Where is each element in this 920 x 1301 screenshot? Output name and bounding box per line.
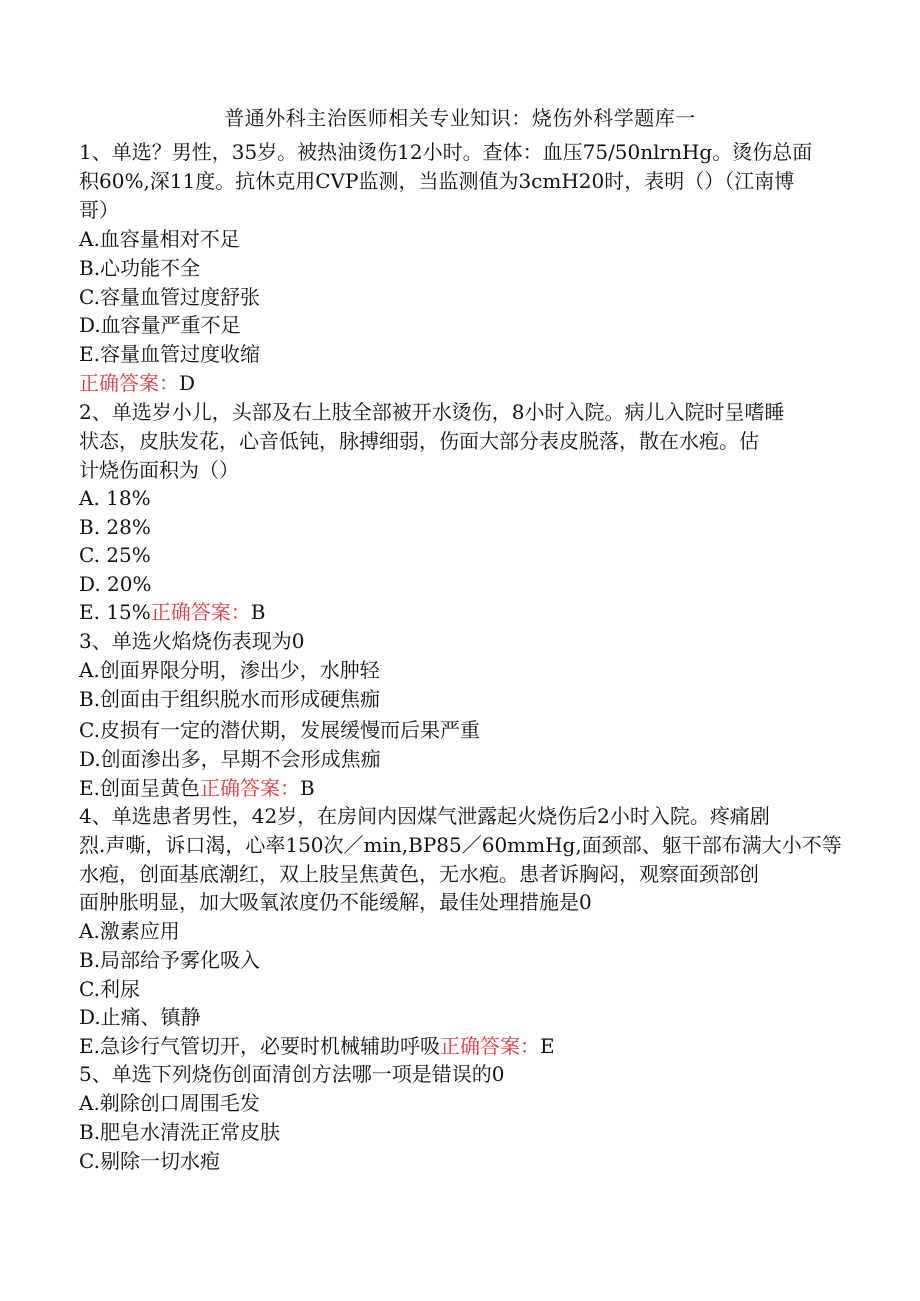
answer-label: 正确答案：	[199, 776, 300, 800]
text-line	[79, 456, 239, 484]
line-text: B.肥皂水清洗正常皮肤	[79, 1120, 281, 1144]
answer-value: B	[250, 600, 266, 624]
option-line	[79, 1032, 555, 1060]
option-line	[79, 283, 260, 311]
line-text: A.血容量相对不足	[79, 227, 240, 251]
option-line	[79, 716, 480, 744]
line-text: 4、单选患者男性，42岁，在房间内因煤气泄露起火烧伤后2小时入院。疼痛剧	[79, 804, 770, 828]
option-line	[79, 541, 151, 569]
line-text: 面肿胀明显，加大吸氧浓度仍不能缓解，最佳处理措施是0	[79, 890, 592, 914]
answer-value: B	[299, 776, 315, 800]
text-line	[79, 167, 794, 195]
option-line	[79, 1118, 280, 1146]
option-line	[79, 1003, 201, 1031]
text-line	[79, 398, 784, 426]
line-text: C.容量血管过度舒张	[79, 285, 260, 309]
line-text: 5、单选下列烧伤创面清创方法哪一项是错误的0	[79, 1062, 505, 1086]
text-line	[79, 196, 119, 224]
text-line	[79, 860, 759, 888]
option-line	[79, 917, 180, 945]
line-text: E.容量血管过度收缩	[79, 342, 260, 366]
option-line	[79, 570, 152, 598]
option-line	[79, 340, 260, 368]
line-text: C.剔除一切水疱	[79, 1149, 220, 1173]
option-line	[79, 975, 140, 1003]
line-text: C.利尿	[79, 977, 140, 1001]
text-line	[79, 831, 842, 859]
line-text: A.创面界限分明，渗出少，水肿轻	[79, 658, 380, 682]
option-line	[79, 1089, 260, 1117]
option-line	[79, 311, 241, 339]
line-text: 1、单选？男性，35岁。被热油烫伤12小时。查体：血压75/50nlrnHg。烫伤总面	[79, 140, 813, 164]
option-line	[79, 484, 151, 512]
line-text: 水疱，创面基底潮红，双上肢呈焦黄色，无水疱。患者诉胸闷，观察面颈部创	[79, 862, 759, 886]
line-text: A. 18%	[79, 486, 151, 510]
option-line	[79, 774, 315, 802]
line-text: B. 28%	[79, 515, 151, 539]
option-line	[79, 254, 200, 282]
line-text: C.皮损有一定的潜伏期，发展缓慢而后果严重	[79, 718, 480, 742]
line-text: A.剃除创口周围毛发	[79, 1091, 260, 1115]
option-line	[79, 225, 240, 253]
option-line	[79, 745, 381, 773]
answer-value: D	[179, 371, 196, 395]
page-title: 普通外科主治医师相关专业知识：烧伤外科学题库一	[224, 106, 696, 130]
option-line	[79, 656, 380, 684]
line-text: 状态，皮肤发花，心音低钝，脉搏细弱，伤面大部分表皮脱落，散在水疱。估	[79, 429, 759, 453]
line-text: A.激素应用	[79, 919, 180, 943]
line-text: C. 25%	[79, 543, 151, 567]
line-text: B.心功能不全	[79, 256, 201, 280]
line-text: 计烧伤面积为（）	[79, 458, 239, 482]
text-line	[79, 802, 770, 830]
option-line	[79, 1147, 220, 1175]
answer-line	[79, 369, 195, 397]
answer-label: 正确答案：	[79, 371, 179, 395]
text-line	[79, 1060, 504, 1088]
line-text: 3、单选火焰烧伤表现为0	[79, 629, 305, 653]
line-text: D. 20%	[79, 572, 152, 596]
line-text: E.创面呈黄色	[79, 776, 200, 800]
line-text: D.创面渗出多，早期不会形成焦痂	[79, 747, 381, 771]
line-text: D.血容量严重不足	[79, 313, 241, 337]
answer-label: 正确答案：	[439, 1034, 540, 1058]
text-line	[79, 138, 812, 166]
option-line	[79, 513, 151, 541]
answer-label: 正确答案：	[150, 600, 251, 624]
line-text: E. 15%	[79, 600, 151, 624]
line-text: B.局部给予雾化吸入	[79, 948, 261, 972]
answer-value: E	[539, 1034, 555, 1058]
option-line	[79, 946, 260, 974]
text-line	[79, 888, 592, 916]
line-text: 积60%,深11度。抗休克用CVP监测，当监测值为3cmH20时，表明（）（江南博	[79, 169, 795, 193]
line-text: 2、单选岁小儿，头部及右上肢全部被开水烫伤，8小时入院。病儿入院时呈嗜睡	[79, 400, 785, 424]
option-line	[79, 685, 380, 713]
line-text: 烈.声嘶，诉口渴，心率150次／min,BP85／60mmHg,面颈部、躯干部布满大小不等	[79, 833, 842, 857]
text-line	[79, 427, 759, 455]
line-text: B.创面由于组织脱水而形成硬焦痂	[79, 687, 381, 711]
option-line	[79, 598, 265, 626]
text-line	[79, 627, 304, 655]
line-text: D.止痛、镇静	[79, 1005, 201, 1029]
line-text: E.急诊行气管切开，必要时机械辅助呼吸	[79, 1034, 440, 1058]
line-text: 哥）	[79, 198, 119, 222]
